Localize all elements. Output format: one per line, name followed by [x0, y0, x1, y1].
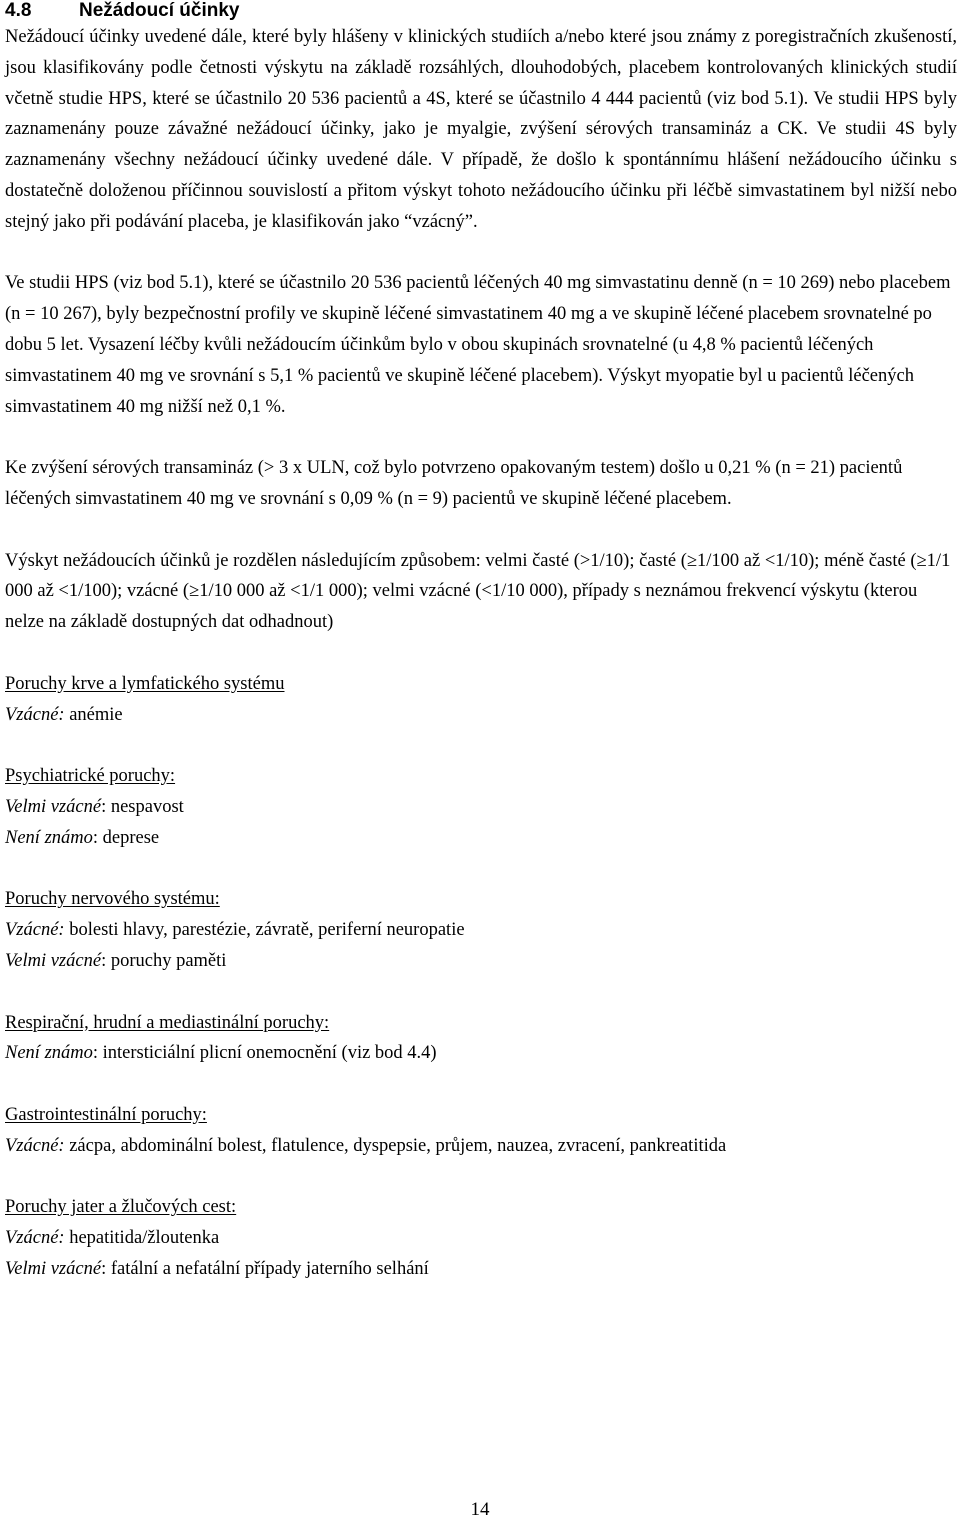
frequency-label: Vzácné: [5, 1135, 65, 1156]
organ-class-title: Poruchy krve a lymfatického systému [5, 673, 285, 694]
effect-text: zácpa, abdominální bolest, flatulence, dyspepsie, průjem, nauzea, zvracení, pankreatitida [64, 1135, 727, 1156]
effect-text: : deprese [92, 827, 160, 848]
organ-class-hepatobiliary [5, 1192, 957, 1284]
effect-text: hepatitida/žloutenka [64, 1228, 220, 1249]
adverse-effect-row [5, 1254, 957, 1285]
organ-class-psychiatric [5, 761, 957, 853]
frequency-label: Vzácné: [5, 704, 65, 725]
document-page [5, 0, 957, 1285]
frequency-label: Není známo [5, 1043, 93, 1064]
frequency-label: Velmi vzácné [5, 1258, 102, 1279]
section-number: 4.8 [5, 0, 32, 21]
organ-class-nervous [5, 884, 957, 976]
organ-class-title: Poruchy jater a žlučových cest: [5, 1197, 237, 1218]
organ-class-blood [5, 669, 957, 731]
adverse-effect-row [5, 1038, 957, 1069]
transaminase-paragraph: Ke zvýšení sérových transamináz (> 3 x ULN, což bylo potvrzeno opakovaným testem) došlo u 0,21 % (n = 21) pacientů léčených simvastatinem 40 mg ve srovnání s 0,09 % (n = 9) pacientů ve skupině léčené placebem. [5, 458, 903, 509]
organ-class-title: Respirační, hrudní a mediastinální poruchy: [5, 1012, 330, 1033]
page-number: 14 [470, 1499, 490, 1520]
adverse-effect-row [5, 792, 957, 823]
organ-class-title: Psychiatrické poruchy: [5, 766, 176, 787]
section-heading [5, 0, 957, 22]
frequency-label: Vzácné: [5, 1228, 65, 1249]
effect-text: anémie [64, 704, 123, 725]
organ-class-respiratory [5, 1008, 957, 1070]
effect-text: : poruchy paměti [101, 950, 227, 971]
organ-class-title: Poruchy nervového systému: [5, 889, 220, 910]
intro-paragraph: Nežádoucí účinky uvedené dále, které byly hlášeny v klinických studiích a/nebo které jsou známy z poregistračních zkušeností, jsou klasifikovány podle četnosti výskytu na základě rozsáhlých, dlouhodobých, placebem kontrolovaných klinických studií včetně studie HPS, které se účastnilo 20 536 pacientů a 4S, které se účastnilo 4 444 pacientů (viz bod 5.1). Ve studii HPS byly zaznamenány pouze závažné nežádoucí účinky, jako je myalgie, zvýšení sérových transamináz a CK. Ve studii 4S byly zaznamenány všechny nežádoucí účinky uvedené dále. V případě, že došlo k spontánnímu hlášení nežádoucího účinku s dostatečně doloženou příčinnou souvislostí a přitom výskyt tohoto nežádoucího účinku při léčbě simvastatinem byl nižší nebo stejný jako při podávání placeba, je klasifikován jako “vzácný”. [5, 27, 957, 232]
frequency-label: Vzácné: [5, 920, 65, 941]
effect-text: : nespavost [101, 796, 184, 817]
section-title: Nežádoucí účinky [79, 0, 240, 21]
effect-text: bolesti hlavy, parestézie, závratě, periferní neuropatie [64, 920, 465, 941]
adverse-effect-row [5, 915, 957, 946]
adverse-effect-row [5, 946, 957, 977]
adverse-effect-row [5, 700, 957, 731]
adverse-effect-row [5, 823, 957, 854]
organ-class-gastrointestinal [5, 1100, 957, 1162]
frequency-label: Velmi vzácné [5, 950, 102, 971]
effect-text: : intersticiální plicní onemocnění (viz bod 4.4) [92, 1043, 437, 1064]
frequency-label: Velmi vzácné [5, 796, 102, 817]
adverse-effect-row [5, 1131, 957, 1162]
adverse-effect-row [5, 1223, 957, 1254]
frequency-paragraph: Výskyt nežádoucích účinků je rozdělen následujícím způsobem: velmi časté (>1/10); časté (≥1/100 až <1/10); méně časté (≥1/1 000 až <1/100); vzácné (≥1/10 000 až <1/1 000); velmi vzácné (<1/10 000), případy s neznámou frekvencí výskytu (kterou nelze na základě dostupných dat odhadnout) [5, 550, 951, 633]
hps-paragraph: Ve studii HPS (viz bod 5.1), které se účastnilo 20 536 pacientů léčených 40 mg simvastatinu denně (n = 10 269) nebo placebem (n = 10 267), byly bezpečnostní profily ve skupině léčené simvastatinem 40 mg a ve skupině léčené placebem srovnatelné po dobu 5 let. Vysazení léčby kvůli nežádoucím účinkům bylo v obou skupinách srovnatelné (u 4,8 % pacientů léčených simvastatinem 40 mg ve srovnání s 5,1 % pacientů ve skupině léčené placebem). Výskyt myopatie byl u pacientů léčených simvastatinem 40 mg nižší než 0,1 %. [5, 273, 951, 417]
organ-class-title: Gastrointestinální poruchy: [5, 1104, 207, 1125]
frequency-label: Není známo [5, 827, 93, 848]
effect-text: : fatální a nefatální případy jaterního selhání [101, 1258, 429, 1279]
